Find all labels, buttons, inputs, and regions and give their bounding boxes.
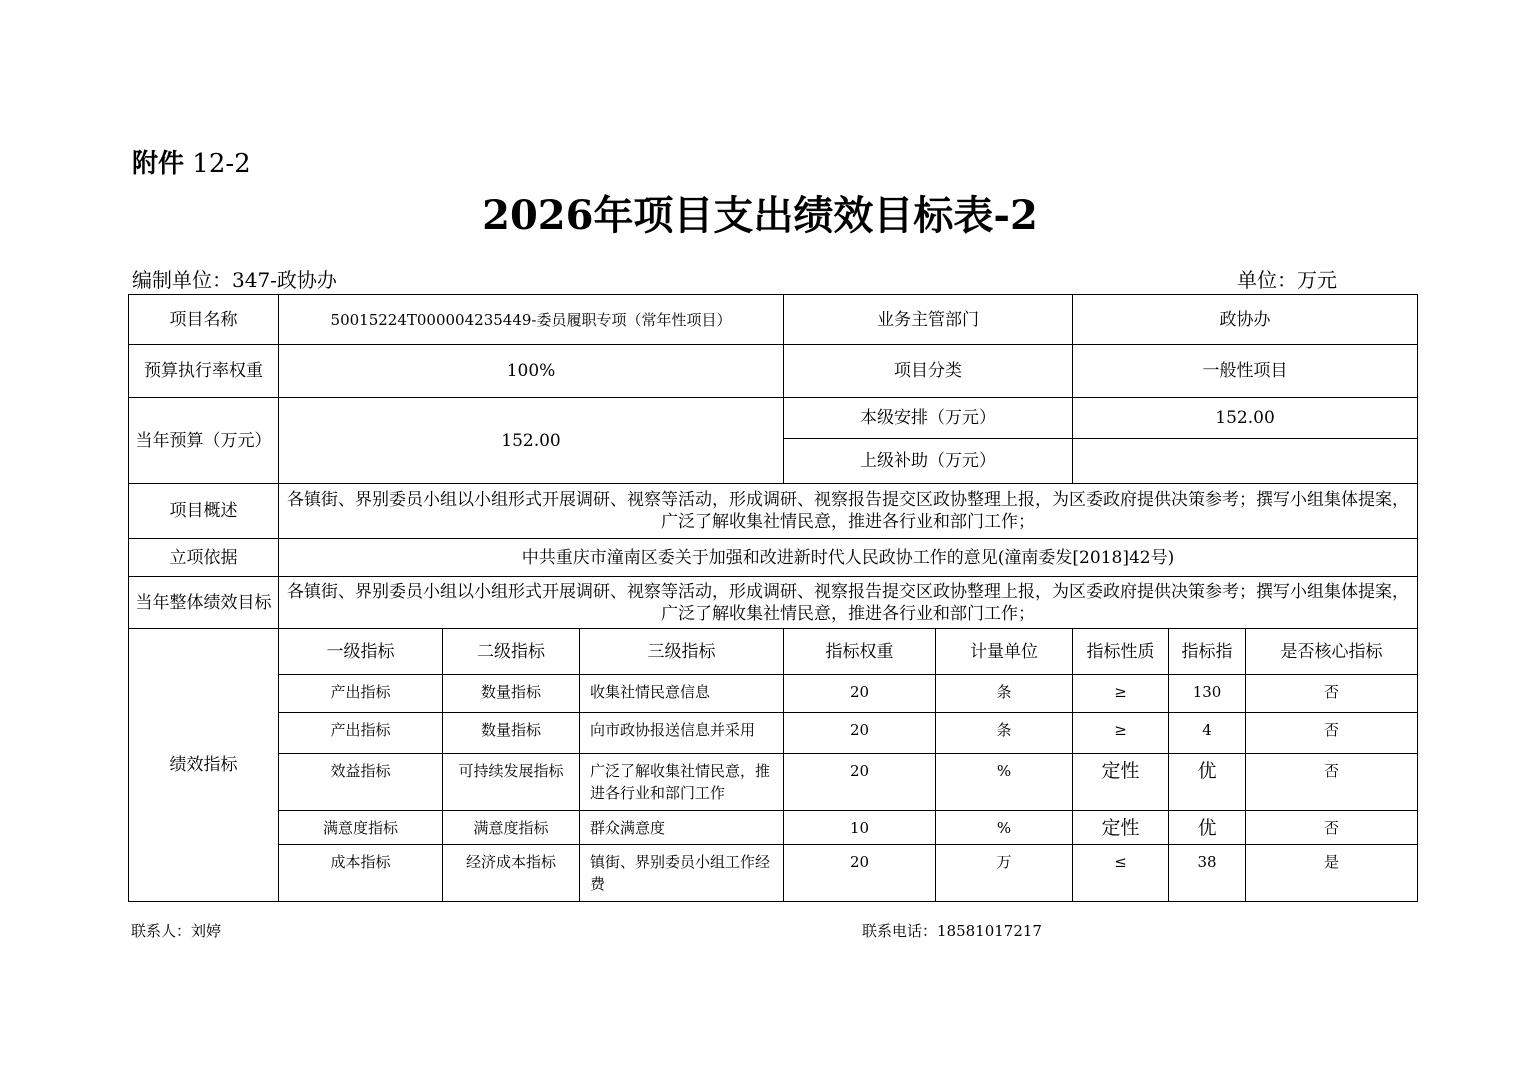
goal-label: 当年整体绩效目标 bbox=[129, 577, 279, 629]
row-basis bbox=[129, 539, 1418, 577]
indicator-core: 是 bbox=[1246, 845, 1418, 902]
header-value: 指标指 bbox=[1169, 629, 1246, 675]
overview-value: 各镇街、界别委员小组以小组形式开展调研、视察等活动，形成调研、视察报告提交区政协整理上报，为区委政府提供决策参考；撰写小组集体提案，广泛了解收集社情民意，推进各行业和部门工作； bbox=[279, 484, 1418, 539]
indicator-l2: 数量指标 bbox=[443, 675, 580, 713]
indicator-nature: ≥ bbox=[1073, 713, 1169, 754]
indicator-unit: % bbox=[936, 754, 1073, 811]
budget-value: 152.00 bbox=[279, 398, 784, 484]
indicator-l2: 经济成本指标 bbox=[443, 845, 580, 902]
header-l3: 三级指标 bbox=[580, 629, 784, 675]
header-unit: 计量单位 bbox=[936, 629, 1073, 675]
indicator-unit: 万 bbox=[936, 845, 1073, 902]
dept-value: 政协办 bbox=[1073, 295, 1418, 345]
indicator-value: 4 bbox=[1169, 713, 1246, 754]
indicator-weight: 20 bbox=[784, 845, 936, 902]
indicator-l1: 产出指标 bbox=[279, 675, 443, 713]
indicator-row bbox=[129, 845, 1418, 902]
indicator-l3: 群众满意度 bbox=[580, 811, 784, 845]
indicator-core: 否 bbox=[1246, 754, 1418, 811]
indicator-nature: 定性 bbox=[1073, 811, 1169, 845]
indicator-weight: 20 bbox=[784, 754, 936, 811]
indicator-l2: 满意度指标 bbox=[443, 811, 580, 845]
row-exec-weight bbox=[129, 345, 1418, 398]
page-title: 2026年项目支出绩效目标表-2 bbox=[482, 192, 1038, 239]
header-l1: 一级指标 bbox=[279, 629, 443, 675]
dept-label: 业务主管部门 bbox=[784, 295, 1073, 345]
indicator-l1: 成本指标 bbox=[279, 845, 443, 902]
indicator-l3: 收集社情民意信息 bbox=[580, 675, 784, 713]
indicator-weight: 20 bbox=[784, 713, 936, 754]
local-value: 152.00 bbox=[1073, 398, 1418, 439]
indicator-value: 130 bbox=[1169, 675, 1246, 713]
row-budget bbox=[129, 398, 1418, 439]
category-value: 一般性项目 bbox=[1073, 345, 1418, 398]
header-weight: 指标权重 bbox=[784, 629, 936, 675]
exec-weight-label: 预算执行率权重 bbox=[129, 345, 279, 398]
indicator-nature: ≥ bbox=[1073, 675, 1169, 713]
budget-label: 当年预算（万元） bbox=[129, 398, 279, 484]
performance-table bbox=[128, 294, 1418, 902]
basis-label: 立项依据 bbox=[129, 539, 279, 577]
indicator-value: 优 bbox=[1169, 754, 1246, 811]
row-overview bbox=[129, 484, 1418, 539]
indicator-nature: 定性 bbox=[1073, 754, 1169, 811]
upper-label: 上级补助（万元） bbox=[784, 439, 1073, 484]
contact-person: 联系人：刘婷 bbox=[131, 922, 222, 940]
overview-label: 项目概述 bbox=[129, 484, 279, 539]
indicator-nature: ≤ bbox=[1073, 845, 1169, 902]
indicator-value: 优 bbox=[1169, 811, 1246, 845]
indicator-core: 否 bbox=[1246, 713, 1418, 754]
indicator-core: 否 bbox=[1246, 811, 1418, 845]
indicator-l2: 可持续发展指标 bbox=[443, 754, 580, 811]
exec-weight-value: 100% bbox=[279, 345, 784, 398]
indicator-core: 否 bbox=[1246, 675, 1418, 713]
local-label: 本级安排（万元） bbox=[784, 398, 1073, 439]
basis-value: 中共重庆市潼南区委关于加强和改进新时代人民政协工作的意见(潼南委发[2018]42号) bbox=[279, 539, 1418, 577]
goal-value: 各镇街、界别委员小组以小组形式开展调研、视察等活动，形成调研、视察报告提交区政协整理上报，为区委政府提供决策参考；撰写小组集体提案，广泛了解收集社情民意，推进各行业和部门工作； bbox=[279, 577, 1418, 629]
row-goal bbox=[129, 577, 1418, 629]
indicator-l1: 效益指标 bbox=[279, 754, 443, 811]
indicator-unit: 条 bbox=[936, 675, 1073, 713]
project-name-value: 50015224T000004235449-委员履职专项（常年性项目） bbox=[279, 295, 784, 345]
indicator-row bbox=[129, 675, 1418, 713]
row-project-name bbox=[129, 295, 1418, 345]
indicator-unit: % bbox=[936, 811, 1073, 845]
indicator-unit: 条 bbox=[936, 713, 1073, 754]
header-l2: 二级指标 bbox=[443, 629, 580, 675]
indicator-l3: 镇街、界别委员小组工作经费 bbox=[580, 845, 784, 902]
indicator-value: 38 bbox=[1169, 845, 1246, 902]
indicator-l2: 数量指标 bbox=[443, 713, 580, 754]
indicator-l3: 广泛了解收集社情民意，推进各行业和部门工作 bbox=[580, 754, 784, 811]
indicator-l3: 向市政协报送信息并采用 bbox=[580, 713, 784, 754]
indicator-row bbox=[129, 754, 1418, 811]
indicator-row bbox=[129, 713, 1418, 754]
perf-label: 绩效指标 bbox=[129, 629, 279, 902]
org-line: 编制单位：347-政协办 bbox=[132, 268, 337, 292]
indicator-row bbox=[129, 811, 1418, 845]
indicator-weight: 10 bbox=[784, 811, 936, 845]
upper-value bbox=[1073, 439, 1418, 484]
header-nature: 指标性质 bbox=[1073, 629, 1169, 675]
indicator-l1: 产出指标 bbox=[279, 713, 443, 754]
indicator-l1: 满意度指标 bbox=[279, 811, 443, 845]
header-core: 是否核心指标 bbox=[1246, 629, 1418, 675]
indicator-header-row bbox=[129, 629, 1418, 675]
contact-phone: 联系电话：18581017217 bbox=[862, 922, 1042, 940]
unit-line: 单位：万元 bbox=[1237, 268, 1337, 292]
indicator-weight: 20 bbox=[784, 675, 936, 713]
category-label: 项目分类 bbox=[784, 345, 1073, 398]
project-name-label: 项目名称 bbox=[129, 295, 279, 345]
attachment-label: 附件 12-2 bbox=[132, 149, 251, 179]
